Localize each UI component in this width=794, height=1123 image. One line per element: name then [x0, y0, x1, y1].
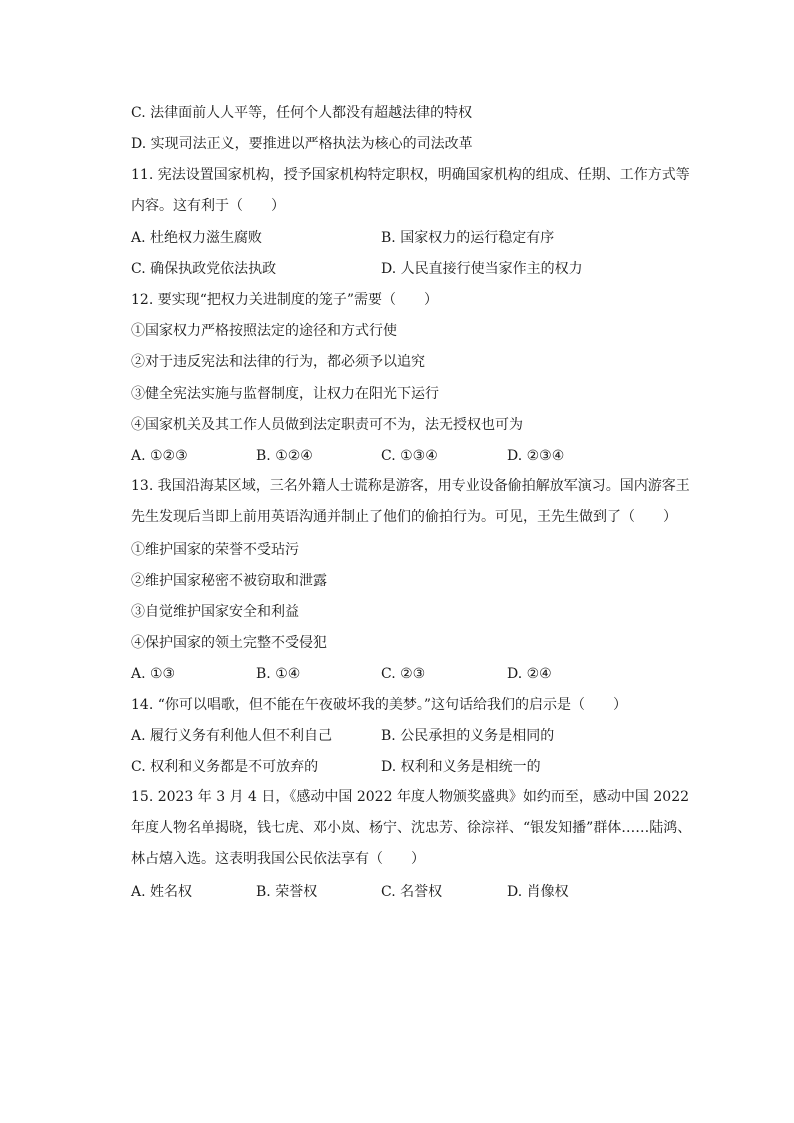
q11-option-d: D. 人民直接行使当家作主的权力	[381, 261, 583, 277]
q12-item-4: ④国家机关及其工作人员做到法定职责可不为，法无授权也可为	[131, 417, 523, 433]
q13-item-4: ④保护国家的领土完整不受侵犯	[131, 635, 327, 651]
q15-option-d: D. 肖像权	[507, 884, 569, 900]
q12-option-d: D. ②③④	[507, 448, 565, 464]
q13-stem: 13. 我国沿海某区域，三名外籍人士谎称是游客，用专业设备偷拍解放军演习。国内游客王先生发现后当即上前用英语沟通并制止了他们的偷拍行为。可见，王先生做到了（ ）	[131, 478, 690, 525]
q15-option-a: A. 姓名权	[131, 884, 193, 900]
q14-option-b: B. 公民承担的义务是相同的	[381, 728, 555, 744]
q11-stem: 11. 宪法设置国家机构，授予国家机构特定职权，明确国家机构的组成、任期、工作方式等内容。这有利于（ ）	[131, 167, 690, 214]
q11-option-a: A. 杜绝权力滋生腐败	[131, 230, 263, 246]
q10-option-d: D. 实现司法正义，要推进以严格执法为核心的司法改革	[131, 136, 473, 152]
q10-option-c: C. 法律面前人人平等，任何个人都没有超越法律的特权	[131, 105, 473, 121]
q12-item-2: ②对于违反宪法和法律的行为，都必须予以追究	[131, 354, 425, 370]
q15-options	[131, 882, 706, 902]
q14-options-row1	[131, 726, 706, 746]
q14-option-a: A. 履行义务有利他人但不利自己	[131, 728, 333, 744]
q15-option-c: C. 名誉权	[381, 884, 443, 900]
q12-options	[131, 446, 706, 466]
q11-options-row1	[131, 228, 706, 248]
q15-option-b: B. 荣誉权	[256, 884, 318, 900]
q13-item-2: ②维护国家秘密不被窃取和泄露	[131, 573, 327, 589]
q13-option-c: C. ②③	[381, 666, 426, 682]
q11-option-b: B. 国家权力的运行稳定有序	[381, 230, 555, 246]
q15-stem: 15. 2023 年 3 月 4 日，《感动中国 2022 年度人物颁奖盛典》如约而至，感动中国 2022 年度人物名单揭晓，钱七虎、邓小岚、杨宁、沈忠芳、徐淙祥、“银发知播”群体……陆鸿、林占熺入选。这表明我国公民依法享有（ ）	[131, 789, 692, 867]
q13-option-b: B. ①④	[256, 666, 301, 682]
q11-options-row2	[131, 259, 706, 279]
q14-stem: 14. “你可以唱歌，但不能在午夜破坏我的美梦。”这句话给我们的启示是（ ）	[131, 697, 628, 713]
q11-option-c: C. 确保执政党依法执政	[131, 261, 277, 277]
q14-option-d: D. 权利和义务是相统一的	[381, 759, 541, 775]
q13-item-3: ③自觉维护国家安全和利益	[131, 604, 299, 620]
q13-options	[131, 664, 706, 684]
q12-stem: 12. 要实现“把权力关进制度的笼子”需要（ ）	[131, 292, 439, 308]
q12-option-b: B. ①②④	[256, 448, 313, 464]
q14-option-c: C. 权利和义务都是不可放弃的	[131, 759, 319, 775]
q13-item-1: ①维护国家的荣誉不受玷污	[131, 542, 299, 558]
q14-options-row2	[131, 757, 706, 777]
q12-item-1: ①国家权力严格按照法定的途径和方式行使	[131, 323, 397, 339]
q13-option-a: A. ①③	[131, 666, 176, 682]
q12-option-c: C. ①③④	[381, 448, 438, 464]
q13-option-d: D. ②④	[507, 666, 552, 682]
q12-item-3: ③健全宪法实施与监督制度，让权力在阳光下运行	[131, 386, 439, 402]
q12-option-a: A. ①②③	[131, 448, 188, 464]
